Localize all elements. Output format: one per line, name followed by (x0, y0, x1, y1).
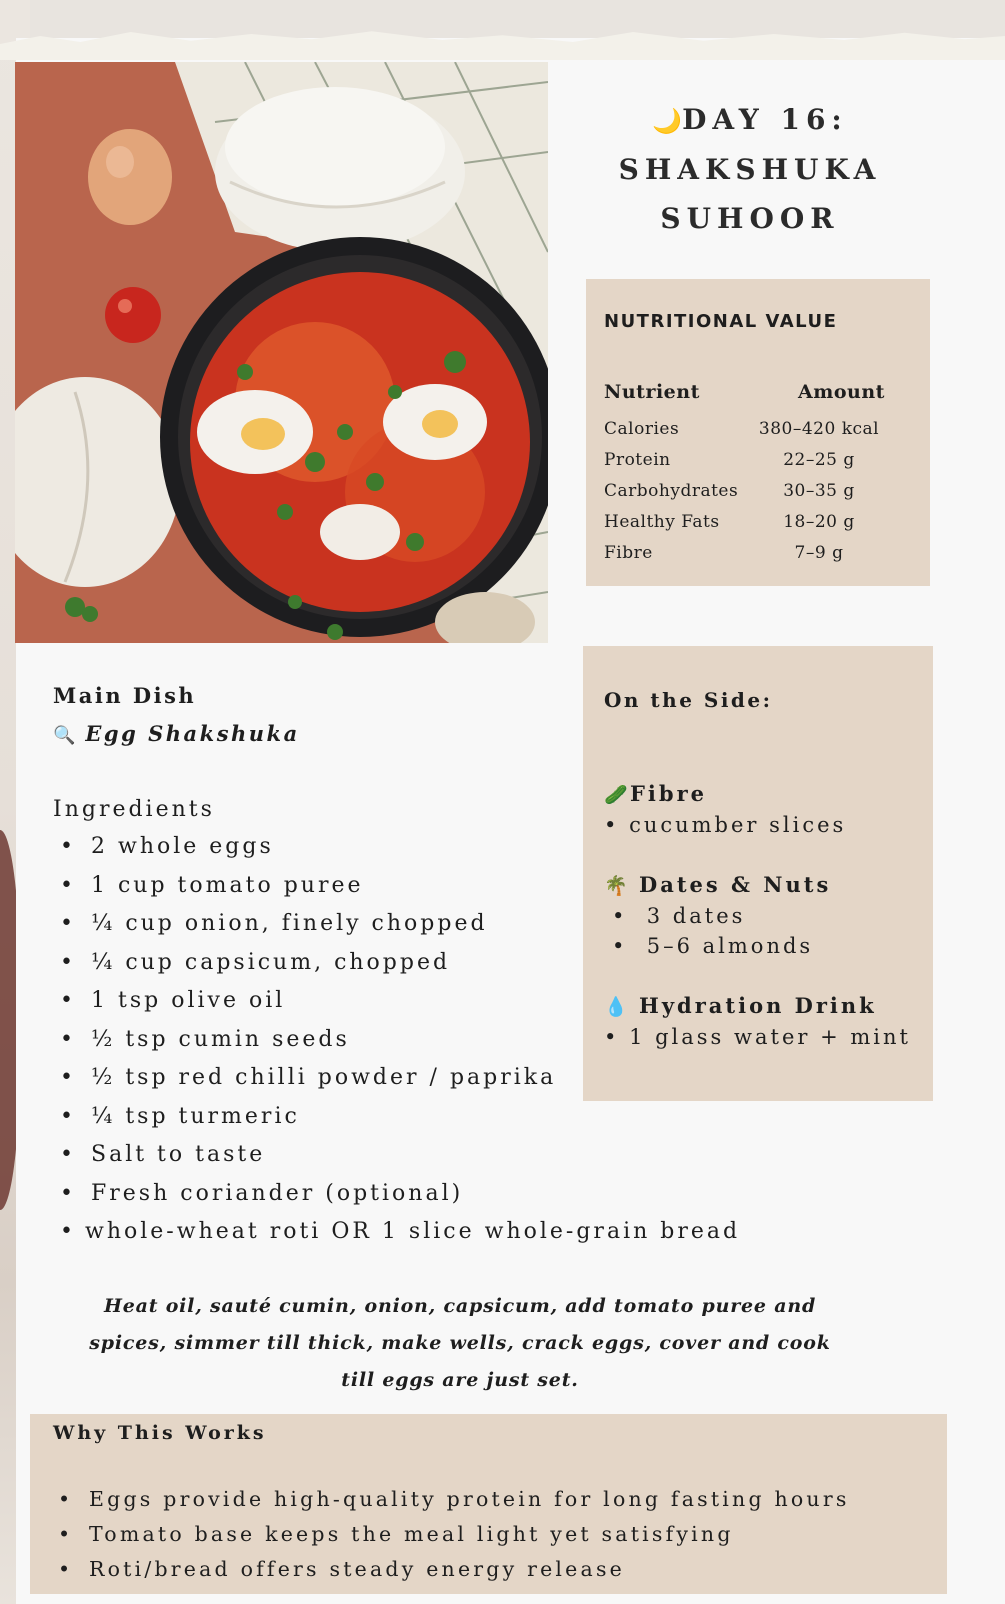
list-item: • Salt to taste (60, 1142, 266, 1167)
side-title: On the Side: (604, 688, 773, 712)
list-item: • ¼ cup capsicum, chopped (60, 949, 451, 975)
nutrient-column-header: Nutrient (604, 381, 700, 403)
method-text: Heat oil, sauté cumin, onion, capsicum, add tomato puree and spices, simmer till thick, make wells, crack eggs, cover and cook till eggs are just set. (89, 1295, 831, 1391)
crescent-moon-icon: 🌙 (652, 106, 683, 135)
title-line-1: 🌙DAY 16: (652, 103, 848, 136)
nutrient-amount: 22–25 g (783, 450, 855, 470)
nutrient-amount: 7–9 g (794, 543, 844, 563)
list-item: • 5–6 almonds (612, 934, 814, 958)
title-line-3: SUHOOR (660, 202, 840, 235)
list-item: • 2 whole eggs (60, 834, 274, 859)
main-dish-label: Main Dish (53, 683, 197, 708)
dates-nuts-heading: 🌴 Dates & Nuts (604, 870, 831, 901)
nutrient-name: Protein (604, 450, 671, 470)
list-item: • ½ tsp red chilli powder / paprika (60, 1065, 557, 1090)
nutrient-name: Fibre (604, 543, 653, 563)
nutrition-panel (586, 279, 930, 586)
list-item: • 1 cup tomato puree (60, 872, 364, 898)
nutrient-amount: 380–420 kcal (758, 419, 880, 439)
dish-name: 🔍 Egg Shakshuka (53, 721, 300, 746)
list-item: • Fresh coriander (optional) (60, 1180, 464, 1206)
list-item: • ½ tsp cumin seeds (60, 1026, 350, 1052)
dates-nuts-section (604, 870, 831, 961)
ingredients-heading: Ingredients (53, 797, 215, 822)
table-row (604, 481, 914, 512)
amount-column-header: Amount (798, 381, 885, 403)
nutrition-heading: NUTRITIONAL VALUE (604, 311, 838, 332)
table-row (604, 512, 914, 543)
nutrient-amount: 18–20 g (783, 512, 855, 532)
nutrient-amount: 30–35 g (783, 481, 855, 501)
title-line-2: SHAKSHUKA (618, 153, 882, 186)
list-item: • 1 tsp olive oil (60, 988, 286, 1013)
torn-paper-edge (0, 20, 1005, 60)
page-title (585, 95, 915, 243)
list-item: • 3 dates (612, 904, 746, 928)
table-row (604, 450, 914, 481)
nutrient-name: Calories (604, 419, 680, 439)
list-item: • Eggs provide high-quality protein for long fasting hours (58, 1487, 850, 1511)
fibre-section (604, 779, 846, 840)
list-item: • cucumber slices (604, 813, 847, 837)
list-item: • Roti/bread offers steady energy release (58, 1557, 625, 1581)
why-this-works-panel (30, 1414, 947, 1594)
fibre-heading: 🥒 Fibre (604, 779, 846, 810)
hydration-heading: 💧 Hydration Drink (604, 991, 911, 1022)
shakshuka-photo (15, 62, 548, 643)
cucumber-icon: 🥒 (604, 784, 628, 806)
side-panel (583, 646, 933, 1101)
list-item: • ¼ cup onion, finely chopped (60, 911, 488, 936)
water-drop-icon: 💧 (604, 996, 628, 1018)
list-item: • whole-wheat roti OR 1 slice whole-grain bread (60, 1219, 741, 1244)
table-row (604, 419, 914, 450)
list-item: • 1 glass water + mint (604, 1025, 911, 1049)
why-list (58, 1487, 850, 1592)
nutrition-table (604, 419, 914, 574)
main-dish-section (53, 683, 593, 759)
list-item: • ¼ tsp turmeric (60, 1103, 300, 1129)
list-item: • Tomato base keeps the meal light yet satisfying (58, 1522, 734, 1546)
table-row (604, 543, 914, 574)
magnifier-icon: 🔍 (53, 725, 76, 746)
why-title: Why This Works (53, 1422, 267, 1444)
hydration-section (604, 991, 911, 1052)
palm-tree-icon: 🌴 (604, 875, 628, 897)
nutrient-name: Healthy Fats (604, 512, 720, 532)
shakshuka-illustration (15, 62, 548, 643)
nutrient-name: Carbohydrates (604, 481, 739, 501)
